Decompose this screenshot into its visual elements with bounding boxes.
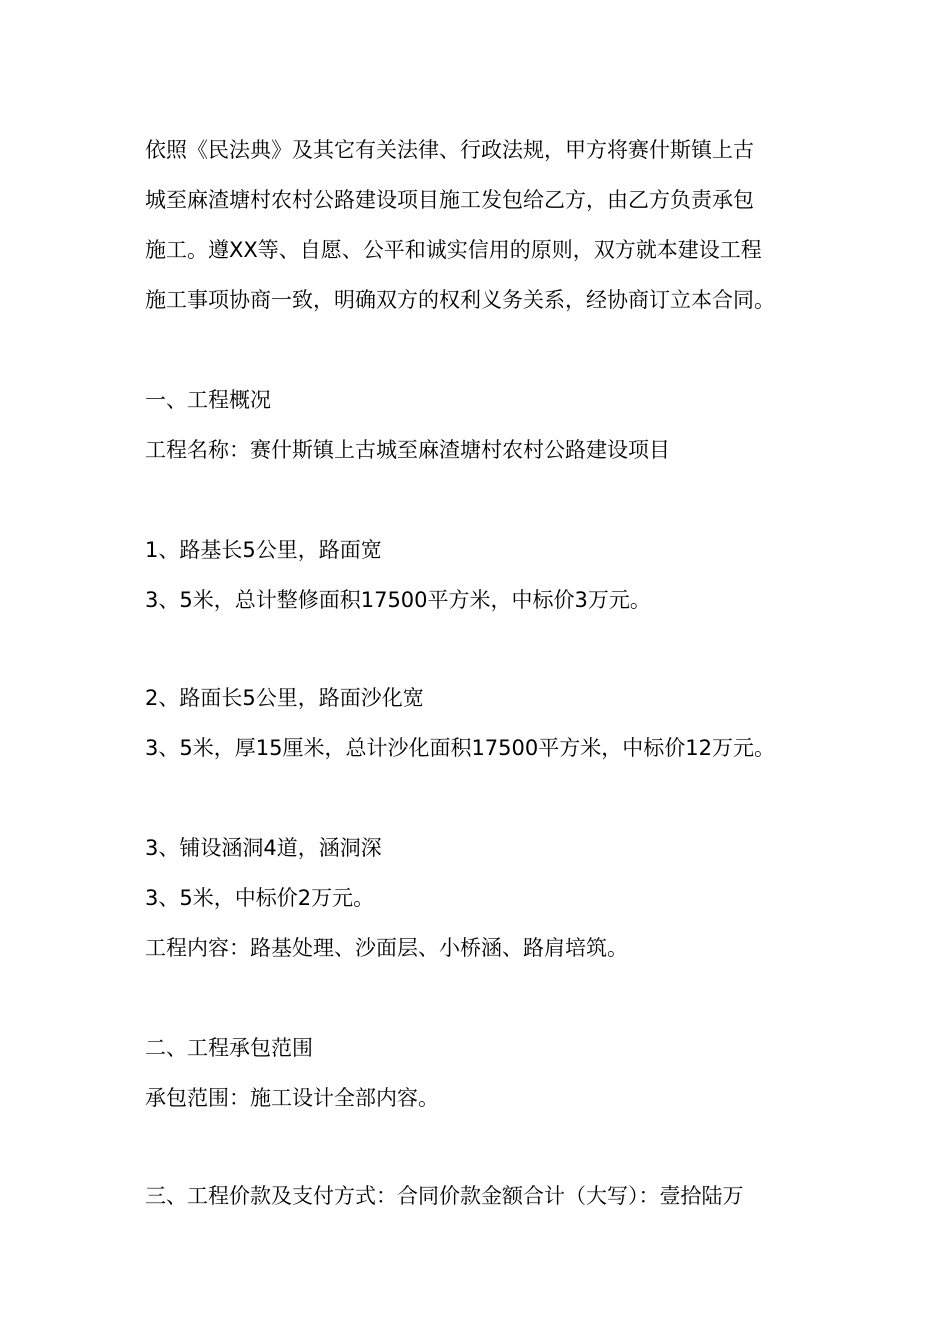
section-3-heading: 三、工程价款及支付方式：合同价款金额合计（大写）：壹拾陆万: [145, 1184, 744, 1208]
item-2-line-2: 3、5米，厚15厘米，总计沙化面积17500平方米，中标价12万元。: [145, 736, 775, 760]
item-1-line-2: 3、5米，总计整修面积17500平方米，中标价3万元。: [145, 588, 651, 612]
intro-line-1: 依照《民法典》及其它有关法律、行政法规，甲方将赛什斯镇上古: [145, 138, 754, 162]
project-name: 工程名称：赛什斯镇上古城至麻渣塘村农村公路建设项目: [145, 438, 670, 462]
intro-line-3: 施工。遵XX等、自愿、公平和诚实信用的原则，双方就本建设工程: [145, 238, 762, 262]
item-2-line-1: 2、路面长5公里，路面沙化宽: [145, 686, 424, 710]
intro-line-2: 城至麻渣塘村农村公路建设项目施工发包给乙方，由乙方负责承包: [145, 188, 754, 212]
item-1-line-1: 1、路基长5公里，路面宽: [145, 538, 382, 562]
section-1-heading: 一、工程概况: [145, 388, 271, 412]
project-content: 工程内容：路基处理、沙面层、小桥涵、路肩培筑。: [145, 936, 628, 960]
contract-scope: 承包范围：施工设计全部内容。: [145, 1086, 439, 1110]
intro-line-4: 施工事项协商一致，明确双方的权利义务关系，经协商订立本合同。: [145, 288, 775, 312]
item-3-line-1: 3、铺设涵洞4道，涵洞深: [145, 836, 382, 860]
item-3-line-2: 3、5米，中标价2万元。: [145, 886, 375, 910]
section-2-heading: 二、工程承包范围: [145, 1036, 313, 1060]
